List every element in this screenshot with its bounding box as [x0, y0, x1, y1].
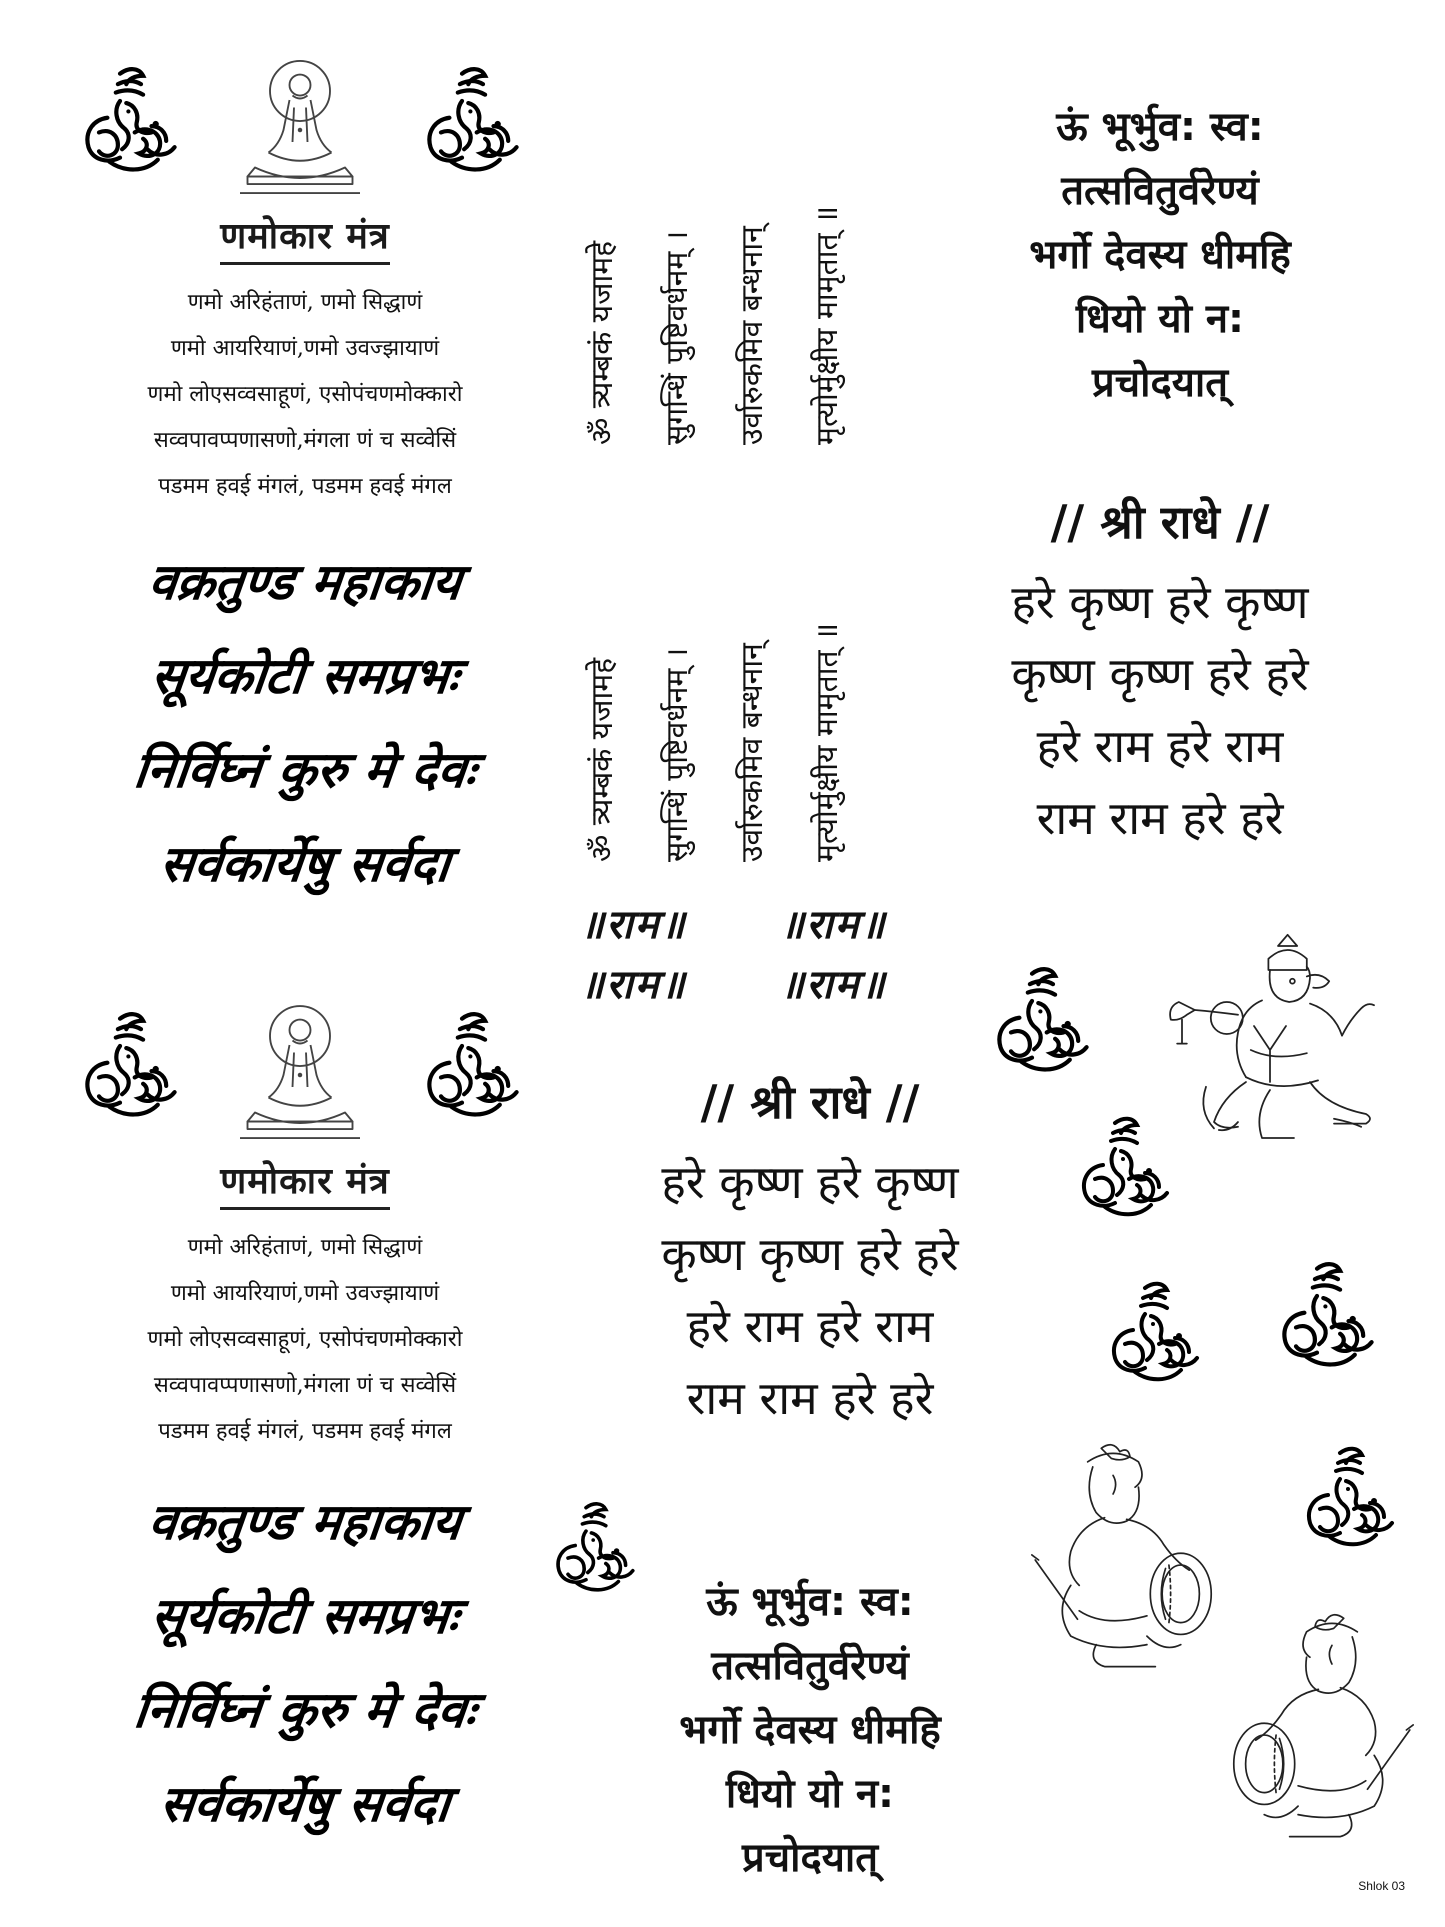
navakar-line: णमो अरिहंताणं, णमो सिद्धाणं: [187, 290, 423, 315]
ram-label: ॥राम॥: [580, 902, 687, 948]
footer-label: Shlok 03: [1358, 1879, 1405, 1893]
navakar-line: पडमम हवई मंगलं, पडमम हवई मंगल: [158, 474, 452, 499]
gayatri-line: धियो यो न:: [1075, 296, 1245, 342]
mantra-line: सुगन्धिं पुष्टिवर्धनम् ।: [660, 647, 695, 862]
ganesha-icon: [1105, 1280, 1205, 1390]
radhe-line: हरे कृष्ण हरे कृष्ण: [1011, 575, 1309, 629]
gayatri-line: भर्गो देवस्य धीमहि: [1029, 232, 1291, 278]
vakratunda-line: सर्वकार्येषु सर्वदा: [157, 834, 453, 893]
ganesha-icon: [990, 965, 1095, 1081]
radhe-line: कृष्ण कृष्ण हरे हरे: [1011, 647, 1309, 701]
ganesha-icon: [1275, 1260, 1380, 1376]
gayatri-line: ऊं भूर्भुव: स्व:: [706, 1579, 914, 1625]
vakratunda-line: निर्विघ्नं कुरु मे देवः: [131, 1680, 479, 1739]
vakratunda-line: निर्विघ्नं कुरु मे देवः: [131, 740, 479, 799]
ram-label: ॥राम॥: [780, 902, 887, 948]
navakar-title: णमोकार मंत्र: [220, 210, 390, 259]
radhe-title: // श्री राधे //: [700, 1075, 920, 1129]
navakar-block-top: [60, 55, 550, 525]
gayatri-line: तत्सवितुर्वरेण्यं: [1061, 168, 1259, 214]
mantra-line: सुगन्धिं पुष्टिवर्धनम् ।: [660, 230, 695, 445]
navakar-line: णमो आयरियाणं,णमो उवज्झायाणं: [170, 336, 440, 361]
navakar-line: सव्वपावप्पणासणो,मंगला णं च सव्वेसिं: [153, 1373, 457, 1398]
navakar-line: णमो आयरियाणं,णमो उवज्झायाणं: [170, 1281, 440, 1306]
mantra-line: उर्वारुकमिव बन्धनान्: [735, 643, 770, 862]
krishna-illustration: [1205, 1610, 1425, 1850]
gayatri-line: प्रचोदयात्: [1091, 360, 1229, 406]
gayatri-line: भर्गो देवस्य धीमहि: [679, 1707, 941, 1753]
mahavira-icon: [220, 55, 380, 205]
gayatri-block-bottom: [620, 1570, 1000, 1890]
ganesha-icon: [420, 65, 525, 181]
radhe-line: कृष्ण कृष्ण हरे हरे: [661, 1227, 959, 1281]
mantra-line: मृत्योर्मुक्षीय मामृतात् ॥: [810, 622, 845, 862]
radhe-line: राम राम हरे हरे: [1036, 791, 1284, 845]
gayatri-line: प्रचोदयात्: [741, 1835, 879, 1881]
radhe-block-middle: [580, 1070, 1040, 1434]
mantra-line: उर्वारुकमिव बन्धनान्: [735, 226, 770, 445]
title-underline: [220, 1207, 390, 1210]
navakar-line: णमो अरिहंताणं, णमो सिद्धाणं: [187, 1235, 423, 1260]
radhe-block-top: [930, 490, 1390, 854]
ganesha-icon: [78, 65, 183, 181]
navakar-line: णमो लोएसव्वसाहूणं, एसोपंचणमोक्कारो: [147, 382, 463, 407]
radhe-line: हरे राम हरे राम: [1036, 719, 1284, 773]
radhe-line: हरे कृष्ण हरे कृष्ण: [661, 1155, 959, 1209]
mantra-line: ॐ त्र्यम्बकं यजामहे: [585, 657, 620, 862]
navakar-line: पडमम हवई मंगलं, पडमम हवई मंगल: [158, 1419, 452, 1444]
vakratunda-line: वक्रतुण्ड महाकाय: [145, 552, 465, 611]
radhe-line: राम राम हरे हरे: [686, 1371, 934, 1425]
ram-block: [575, 895, 965, 1015]
mantra-line: ॐ त्र्यम्बकं यजामहे: [585, 240, 620, 445]
hanuman-illustration: [1150, 920, 1390, 1180]
gayatri-line: तत्सवितुर्वरेण्यं: [711, 1643, 909, 1689]
ram-label: ॥राम॥: [780, 962, 887, 1008]
gayatri-line: ऊं भूर्भुव: स्व:: [1056, 104, 1264, 150]
vakratunda-line: सूर्यकोटी समप्रभः: [148, 1586, 462, 1645]
radhe-line: हरे राम हरे राम: [686, 1299, 934, 1353]
navakar-title: णमोकार मंत्र: [220, 1155, 390, 1204]
ram-label: ॥राम॥: [580, 962, 687, 1008]
title-underline: [220, 262, 390, 265]
gayatri-line: धियो यो न:: [725, 1771, 895, 1817]
ganesha-icon: [420, 1010, 525, 1126]
radhe-title: // श्री राधे //: [1050, 495, 1270, 549]
ganesha-icon: [78, 1010, 183, 1126]
navakar-line: सव्वपावप्पणासणो,मंगला णं च सव्वेसिं: [153, 428, 457, 453]
vakratunda-line: सूर्यकोटी समप्रभः: [148, 646, 462, 705]
navakar-lines: [60, 1225, 550, 1455]
ganesha-icon: [550, 1500, 640, 1600]
vakratunda-block-top: [60, 535, 550, 911]
vakratunda-line: सर्वकार्येषु सर्वदा: [157, 1774, 453, 1833]
gayatri-block-top: [960, 95, 1360, 415]
ganesha-icon: [1300, 1445, 1400, 1555]
navakar-line: णमो लोएसव्वसाहूणं, एसोपंचणमोक्कारो: [147, 1327, 463, 1352]
navakar-block-bottom: [60, 1000, 550, 1470]
navakar-lines: [60, 280, 550, 510]
vakratunda-block-bottom: [60, 1475, 550, 1851]
vakratunda-line: वक्रतुण्ड महाकाय: [145, 1492, 465, 1551]
mahavira-icon: [220, 1000, 380, 1150]
mantra-line: मृत्योर्मुक्षीय मामृतात् ॥: [810, 205, 845, 445]
